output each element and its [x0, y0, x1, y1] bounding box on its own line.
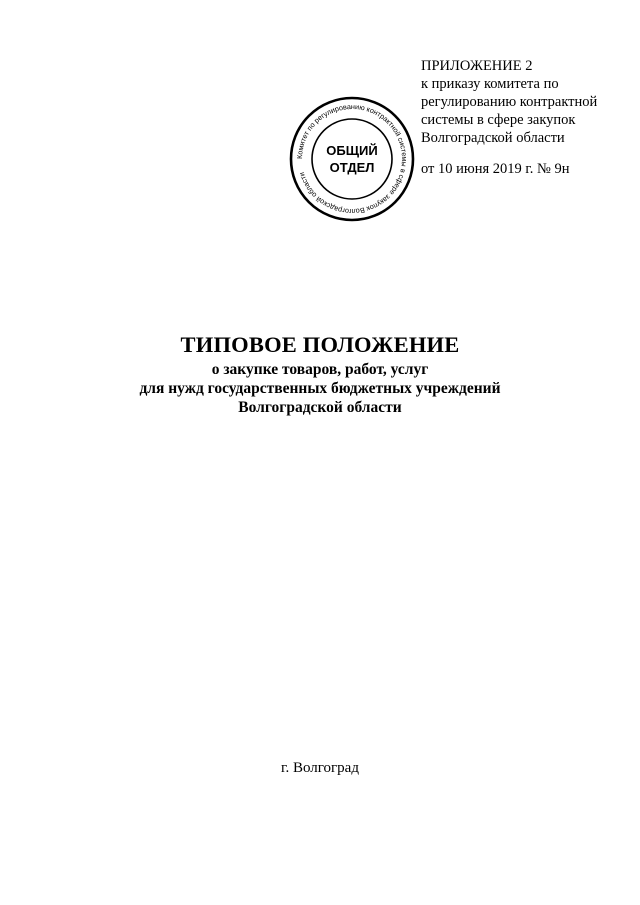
appendix-line: регулированию контрактной — [421, 94, 598, 110]
stamp-ring-text: Комитет по регулированию контрактной системы в сфере закупок Волгоградской области — [294, 101, 410, 217]
appendix-line: системы в сфере закупок — [421, 112, 576, 128]
office-stamp — [287, 94, 417, 224]
stamp-graphic — [287, 94, 417, 224]
stamp-center-line: ОБЩИЙ — [326, 143, 378, 158]
document-title-block — [0, 330, 640, 417]
document-title: ТИПОВОЕ ПОЛОЖЕНИЕ — [180, 332, 460, 357]
subtitle-line: для нужд государственных бюджетных учреждений — [139, 380, 501, 397]
appendix-line: к приказу комитета по — [421, 76, 559, 92]
appendix-label: ПРИЛОЖЕНИЕ 2 — [421, 58, 533, 74]
stamp-center-line: ОТДЕЛ — [329, 160, 375, 175]
appendix-header — [421, 57, 636, 178]
subtitle-line: Волгоградской области — [238, 399, 402, 416]
document-subtitle — [0, 360, 640, 417]
appendix-line: Волгоградской области — [421, 130, 565, 146]
subtitle-line: о закупке товаров, работ, услуг — [211, 361, 429, 378]
city-line: г. Волгоград — [281, 760, 359, 776]
order-date-line: от 10 июня 2019 г. № 9н — [421, 161, 570, 177]
spacer — [421, 147, 636, 160]
